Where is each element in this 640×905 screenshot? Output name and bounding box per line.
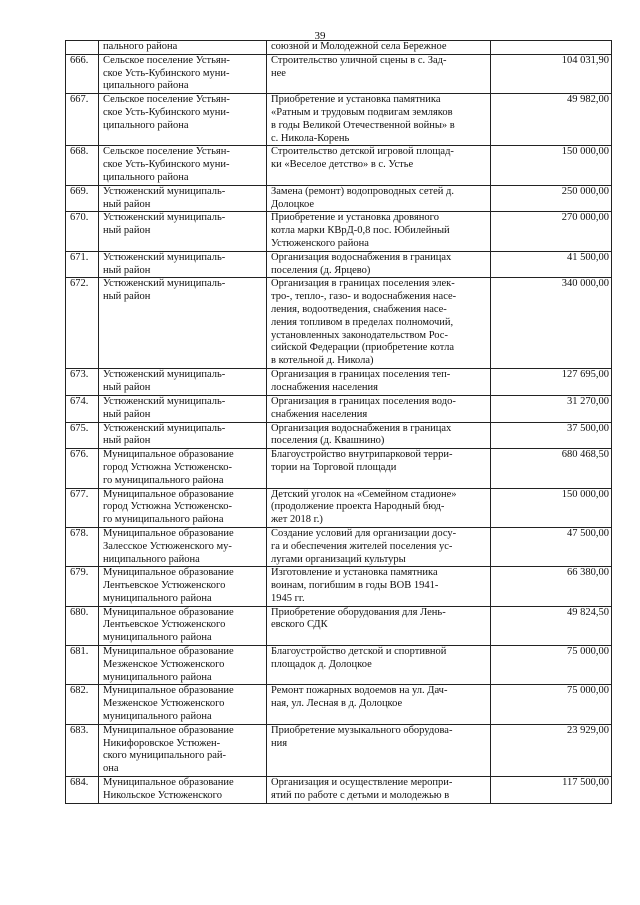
purpose-cell — [267, 212, 491, 251]
row-number-text: 680. — [70, 606, 89, 618]
recipient-cell-text: Устюженский муниципаль- ный район — [103, 395, 226, 420]
table-row — [66, 777, 612, 804]
purpose-cell — [267, 185, 491, 212]
recipient-cell-text: Сельское поселение Устьян- ское Усть-Кубинского муни- ципального района — [103, 54, 230, 92]
row-number — [66, 422, 99, 449]
recipient-cell — [99, 369, 267, 396]
recipient-cell — [99, 94, 267, 146]
row-number — [66, 777, 99, 804]
row-number — [66, 685, 99, 724]
row-number — [66, 41, 99, 55]
purpose-cell — [267, 527, 491, 566]
purpose-cell-text: Замена (ремонт) водопроводных сетей д. Долоцкое — [271, 185, 454, 210]
amount-cell — [491, 527, 612, 566]
amount-cell — [491, 395, 612, 422]
recipient-cell — [99, 278, 267, 369]
purpose-cell-text: Строительство детской игровой площад- ки «Веселое детство» в с. Устье — [271, 146, 454, 171]
amount-cell-text: 150 000,00 — [561, 146, 609, 158]
recipient-cell — [99, 606, 267, 645]
purpose-cell — [267, 94, 491, 146]
purpose-cell — [267, 724, 491, 776]
purpose-cell — [267, 646, 491, 685]
table-row — [66, 146, 612, 185]
amount-cell-text: 49 824,50 — [567, 606, 609, 618]
recipient-cell — [99, 422, 267, 449]
amount-cell — [491, 54, 612, 93]
row-number — [66, 185, 99, 212]
purpose-cell — [267, 488, 491, 527]
recipient-cell — [99, 146, 267, 185]
purpose-cell-text: Организация в границах поселения теп- лоснабжения населения — [271, 369, 451, 394]
row-number-text: 683. — [70, 724, 89, 736]
row-number-text: 676. — [70, 449, 89, 461]
table-row — [66, 212, 612, 251]
amount-cell-text: 340 000,00 — [561, 278, 609, 290]
row-number-text: 670. — [70, 212, 89, 224]
purpose-cell-text: Благоустройство детской и спортивной площадок д. Долоцкое — [271, 646, 447, 670]
purpose-cell-text: Организация в границах поселения водо- снабжения населения — [271, 395, 456, 420]
recipient-cell — [99, 646, 267, 685]
recipient-cell — [99, 212, 267, 251]
row-number-text: 682. — [70, 685, 89, 697]
row-number — [66, 724, 99, 776]
purpose-cell-text: Организация и осуществление меропри- ятий по работе с детьми и молодежью в — [271, 777, 453, 801]
amount-cell-text: 47 500,00 — [567, 527, 609, 539]
amount-cell-text: 23 929,00 — [567, 724, 609, 736]
recipient-cell — [99, 395, 267, 422]
row-number — [66, 54, 99, 93]
recipient-cell-text: Устюженский муниципаль- ный район — [103, 185, 226, 210]
purpose-cell-text: Организация водоснабжения в границах поселения (д. Ярцево) — [271, 251, 452, 276]
purpose-cell — [267, 54, 491, 93]
purpose-cell — [267, 395, 491, 422]
amount-cell — [491, 646, 612, 685]
recipient-cell-text: Муниципальное образование Никифоровское Устюжен- ского муниципального рай- она — [103, 724, 234, 775]
amount-cell — [491, 777, 612, 804]
table-row — [66, 369, 612, 396]
row-number-text: 672. — [70, 278, 89, 290]
recipient-cell — [99, 527, 267, 566]
amount-cell — [491, 422, 612, 449]
table-row — [66, 54, 612, 93]
row-number — [66, 278, 99, 369]
recipient-cell-text: Муниципальное образование Залесское Устюженского му- ниципального района — [103, 527, 234, 565]
recipient-cell — [99, 54, 267, 93]
recipient-cell — [99, 724, 267, 776]
purpose-cell — [267, 567, 491, 606]
row-number-text: 684. — [70, 777, 89, 789]
row-number-text: 668. — [70, 146, 89, 158]
amount-cell — [491, 41, 612, 55]
table-row — [66, 488, 612, 527]
recipient-cell — [99, 488, 267, 527]
amount-cell-text: 270 000,00 — [561, 212, 609, 224]
row-number — [66, 369, 99, 396]
recipient-cell — [99, 449, 267, 488]
amount-cell — [491, 94, 612, 146]
budget-table — [65, 40, 612, 804]
amount-cell-text: 75 000,00 — [567, 646, 609, 658]
amount-cell-text: 31 270,00 — [567, 395, 609, 407]
table-row — [66, 185, 612, 212]
purpose-cell — [267, 278, 491, 369]
purpose-cell-text: Ремонт пожарных водоемов на ул. Дач- ная, ул. Лесная в д. Долоцкое — [271, 685, 448, 710]
amount-cell — [491, 724, 612, 776]
row-number-text: 673. — [70, 369, 89, 381]
amount-cell-text: 680 468,50 — [561, 449, 609, 461]
recipient-cell — [99, 777, 267, 804]
recipient-cell-text: Муниципальное образование город Устюжна Устюженско- го муниципального района — [103, 488, 234, 526]
purpose-cell — [267, 449, 491, 488]
row-number — [66, 395, 99, 422]
row-number — [66, 606, 99, 645]
purpose-cell-text: союзной и Молодежной села Бережное — [271, 41, 447, 52]
row-number-text: 678. — [70, 527, 89, 539]
amount-cell-text: 66 380,00 — [567, 567, 609, 579]
row-number — [66, 146, 99, 185]
amount-cell-text: 117 500,00 — [562, 777, 609, 789]
amount-cell-text: 250 000,00 — [561, 185, 609, 197]
purpose-cell-text: Приобретение музыкального оборудова- ния — [271, 724, 453, 749]
purpose-cell-text: Строительство уличной сцены в с. Зад- нее — [271, 54, 447, 79]
row-number — [66, 527, 99, 566]
row-number-text: 677. — [70, 488, 89, 500]
recipient-cell — [99, 685, 267, 724]
purpose-cell-text: Приобретение и установка дровяного котла марки КВрД-0,8 пос. Юбилейный Устюженского района — [271, 212, 450, 249]
amount-cell — [491, 185, 612, 212]
recipient-cell-text: Муниципальное образование Мезженское Устюженского муниципального района — [103, 646, 234, 683]
amount-cell — [491, 146, 612, 185]
recipient-cell-text: Сельское поселение Устьян- ское Усть-Кубинского муни- ципального района — [103, 146, 230, 183]
purpose-cell — [267, 251, 491, 278]
row-number-text: 674. — [70, 395, 89, 407]
table-row — [66, 724, 612, 776]
amount-cell — [491, 369, 612, 396]
row-number — [66, 449, 99, 488]
table-row — [66, 251, 612, 278]
recipient-cell — [99, 185, 267, 212]
table-row — [66, 278, 612, 369]
amount-cell-text: 75 000,00 — [567, 685, 609, 697]
row-number — [66, 567, 99, 606]
recipient-cell-text: пального района — [103, 41, 178, 52]
row-number-text: 669. — [70, 185, 89, 197]
purpose-cell — [267, 777, 491, 804]
recipient-cell-text: Муниципальное образование Лентьевское Устюженского муниципального района — [103, 567, 234, 604]
amount-cell-text: 104 031,90 — [561, 54, 609, 66]
table-row — [66, 646, 612, 685]
purpose-cell — [267, 606, 491, 645]
recipient-cell-text: Муниципальное образование Лентьевское Устюженского муниципального района — [103, 606, 234, 644]
amount-cell — [491, 212, 612, 251]
row-number — [66, 646, 99, 685]
row-number-text: 667. — [70, 94, 89, 106]
row-number — [66, 94, 99, 146]
page-number: 39 — [314, 30, 326, 42]
amount-cell-text: 37 500,00 — [567, 422, 609, 434]
recipient-cell-text: Устюженский муниципаль- ный район — [103, 278, 226, 303]
purpose-cell — [267, 146, 491, 185]
purpose-cell — [267, 369, 491, 396]
amount-cell-text: 41 500,00 — [567, 251, 609, 263]
recipient-cell-text: Муниципальное образование Мезженское Устюженского муниципального района — [103, 685, 234, 723]
row-number-text: 671. — [70, 251, 89, 263]
table-row — [66, 527, 612, 566]
table-row — [66, 606, 612, 645]
recipient-cell-text: Муниципальное образование город Устюжна Устюженско- го муниципального района — [103, 449, 234, 486]
row-number-text: 679. — [70, 567, 89, 579]
recipient-cell-text: Устюженский муниципаль- ный район — [103, 212, 226, 237]
purpose-cell-text: Благоустройство внутрипарковой терри- тории на Торговой площади — [271, 449, 453, 473]
row-number — [66, 212, 99, 251]
table-row — [66, 567, 612, 606]
row-number-text: 666. — [70, 54, 89, 66]
purpose-cell-text: Организация водоснабжения в границах поселения (д. Квашнино) — [271, 422, 452, 447]
amount-cell — [491, 567, 612, 606]
amount-cell — [491, 278, 612, 369]
purpose-cell — [267, 41, 491, 55]
recipient-cell — [99, 251, 267, 278]
amount-cell — [491, 488, 612, 527]
recipient-cell-text: Устюженский муниципаль- ный район — [103, 251, 226, 276]
table-row — [66, 449, 612, 488]
table-row — [66, 685, 612, 724]
amount-cell-text: 127 695,00 — [561, 369, 609, 381]
purpose-cell-text: Детский уголок на «Семейном стадионе» (продолжение проекта Народный бюд- жет 2018 г.) — [271, 488, 457, 526]
recipient-cell-text: Сельское поселение Устьян- ское Усть-Кубинского муни- ципального района — [103, 94, 230, 131]
amount-cell — [491, 606, 612, 645]
recipient-cell-text: Муниципальное образование Никольское Устюженского — [103, 777, 234, 801]
recipient-cell-text: Устюженский муниципаль- ный район — [103, 422, 226, 447]
recipient-cell — [99, 41, 267, 55]
recipient-cell — [99, 567, 267, 606]
table-row — [66, 94, 612, 146]
purpose-cell-text: Организация в границах поселения элек- тро-, тепло-, газо- и водоснабжения насе- ления, водоотведения, снабжения насе- ления топливом в пределах полномочий, установленных законодательством Рос- сийской Федерации (приобретение котла в котельной д. Никола) — [271, 278, 457, 367]
amount-cell-text: 150 000,00 — [561, 488, 609, 500]
table-row — [66, 41, 612, 55]
purpose-cell-text: Приобретение и установка памятника «Ратным и трудовым подвигам земляков в годы Великой Отечественной войны» в с. Никола-Корень — [271, 94, 455, 144]
purpose-cell — [267, 422, 491, 449]
purpose-cell-text: Приобретение оборудования для Лень- евского СДК — [271, 606, 446, 631]
row-number-text: 675. — [70, 422, 89, 434]
amount-cell — [491, 685, 612, 724]
purpose-cell — [267, 685, 491, 724]
amount-cell — [491, 449, 612, 488]
table-row — [66, 395, 612, 422]
amount-cell-text: 49 982,00 — [567, 94, 609, 106]
row-number — [66, 488, 99, 527]
amount-cell — [491, 251, 612, 278]
row-number — [66, 251, 99, 278]
purpose-cell-text: Изготовление и установка памятника воинам, погибшим в годы ВОВ 1941- 1945 гг. — [271, 567, 439, 604]
recipient-cell-text: Устюженский муниципаль- ный район — [103, 369, 226, 394]
table-row — [66, 422, 612, 449]
row-number-text: 681. — [70, 646, 89, 658]
purpose-cell-text: Создание условий для организации досу- га и обеспечения жителей поселения ус- лугами организаций культуры — [271, 527, 457, 565]
